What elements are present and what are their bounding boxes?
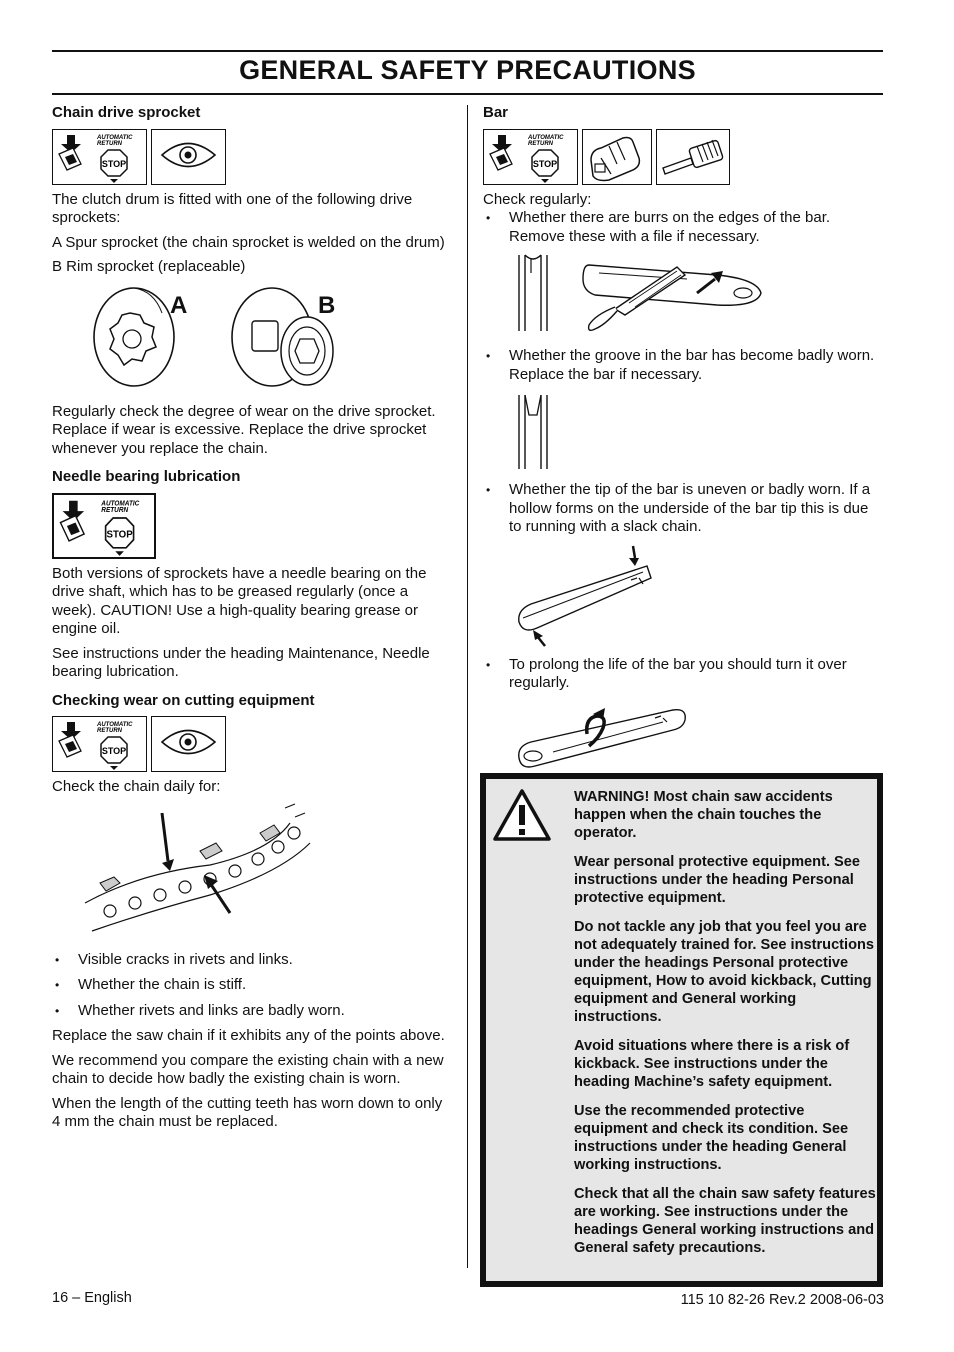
bar-intro: Check regularly: (483, 190, 592, 208)
auto-return-text-1: AUTOMATIC (528, 134, 564, 141)
needle-icon-row (52, 493, 454, 559)
bar-icon-row (483, 129, 883, 185)
chain-illustration (80, 803, 340, 943)
auto-return-text-1: AUTOMATIC (101, 499, 140, 507)
bar-bullets (483, 347, 883, 384)
stop-text: STOP (532, 158, 558, 169)
needle-p2: See instructions under the heading Maintenance, Needle bearing lubrication. (52, 644, 430, 680)
bar-file-illustration (517, 253, 777, 339)
file-tool-icon (656, 129, 730, 185)
warning-p5: Use the recommended protective equipment and check its condition. See instructions under the heading General working instructions. (574, 1103, 849, 1173)
left-column (52, 104, 454, 1138)
sprocket-check: Regularly check the degree of wear on the drive sprocket. Replace if wear is excessive. Replace the drive sprocket whenever you replace the chain. (52, 402, 436, 457)
bar-bullet: • Whether there are burrs on the edges of the bar. Remove these with a file if necessary. (483, 209, 883, 246)
bar-bullets (483, 209, 883, 246)
warning-text (574, 788, 880, 1257)
wear-bullet: • Visible cracks in rivets and links. (52, 951, 454, 970)
right-column (483, 104, 883, 770)
sprocket-heading: Chain drive sprocket (52, 104, 201, 121)
warning-box-inner (486, 779, 877, 1281)
glove-icon (582, 129, 652, 185)
auto-return-text-2: RETURN (97, 728, 122, 734)
auto-return-stop-icon (52, 493, 156, 559)
wear-p3: When the length of the cutting teeth has worn down to only 4 mm the chain must be replaced. (52, 1094, 443, 1130)
auto-return-text-1: AUTOMATIC (97, 134, 133, 141)
auto-return-text-1: AUTOMATIC (97, 722, 133, 728)
stop-text: STOP (101, 158, 127, 169)
stop-text: STOP (101, 746, 127, 756)
warning-p6: Check that all the chain saw safety features are working. See instructions under the headings General working instructions and General safety precautions. (574, 1186, 876, 1256)
warning-triangle-icon (491, 787, 553, 843)
sprocket-option-b: B Rim sprocket (replaceable) (52, 258, 246, 275)
eye-icon (151, 129, 226, 185)
auto-return-stop-icon (52, 716, 147, 772)
header-rule-bottom (52, 93, 883, 95)
header-rule-top (52, 50, 883, 52)
bar-bullets (483, 481, 883, 537)
auto-return-text-2: RETURN (101, 506, 129, 514)
auto-return-stop-icon (483, 129, 578, 185)
warning-p2: Wear personal protective equipment. See instructions under the heading Personal protective equipment. (574, 854, 861, 906)
bar-bullets (483, 656, 883, 693)
eye-icon (151, 716, 226, 772)
document-number: 115 10 82-26 Rev.2 2008-06-03 (680, 1292, 884, 1308)
wear-bullets (52, 951, 454, 1021)
wear-icon-row (52, 716, 454, 772)
bar-turn-illustration (513, 700, 693, 770)
page-title: GENERAL SAFETY PRECAUTIONS (239, 55, 696, 85)
sprocket-icon-row (52, 129, 454, 185)
wear-p2: We recommend you compare the existing chain with a new chain to decide how badly the existing chain is worn. (52, 1051, 444, 1087)
stop-text: STOP (106, 528, 133, 541)
wear-bullet: • Whether the chain is stiff. (52, 976, 454, 995)
label-a: A (170, 291, 188, 319)
sprocket-intro: The clutch drum is fitted with one of the following drive sprockets: (52, 190, 413, 226)
bar-bullet: • To prolong the life of the bar you should turn it over regularly. (483, 656, 883, 693)
needle-heading: Needle bearing lubrication (52, 468, 241, 485)
page-number: 16 – English (52, 1290, 132, 1306)
warning-p3: Do not tackle any job that you feel you are not adequately trained for. See instructions under the headings Personal protective equipment, How to avoid kickback, Cutting equipment and General working instructions. (574, 919, 875, 1025)
wear-intro: Check the chain daily for: (52, 778, 221, 795)
sprocket-option-a: A Spur sprocket (the chain sprocket is welded on the drum) (52, 233, 445, 251)
auto-return-text-2: RETURN (528, 140, 553, 147)
wear-bullet: • Whether rivets and links are badly worn. (52, 1002, 454, 1021)
auto-return-text-2: RETURN (97, 140, 122, 147)
bar-groove-illustration (517, 391, 577, 471)
warning-p1: WARNING! Most chain saw accidents happen when the chain touches the operator. (574, 789, 833, 841)
wear-heading: Checking wear on cutting equipment (52, 691, 315, 709)
warning-box (480, 773, 883, 1287)
needle-p1: Both versions of sprockets have a needle bearing on the drive shaft, which has to be greased regularly (once a week). CAUTION! Use a high-quality bearing grease or engine oil. (52, 564, 427, 637)
label-b: B (318, 291, 336, 319)
bar-tip-illustration (513, 544, 673, 648)
bar-bullet: • Whether the tip of the bar is uneven or badly worn. If a hollow forms on the underside of the bar tip this is due to running with a slack chain. (483, 481, 883, 537)
warning-p4: Avoid situations where there is a risk of kickback. See instructions under the heading Machine’s safety equipment. (574, 1038, 850, 1090)
wear-p1: Replace the saw chain if it exhibits any of the points above. (52, 1027, 445, 1044)
column-divider (467, 105, 468, 1268)
sprocket-illustration (82, 283, 382, 395)
auto-return-stop-icon (52, 129, 147, 185)
bar-heading: Bar (483, 104, 509, 121)
bar-bullet: • Whether the groove in the bar has become badly worn. Replace the bar if necessary. (483, 347, 883, 384)
